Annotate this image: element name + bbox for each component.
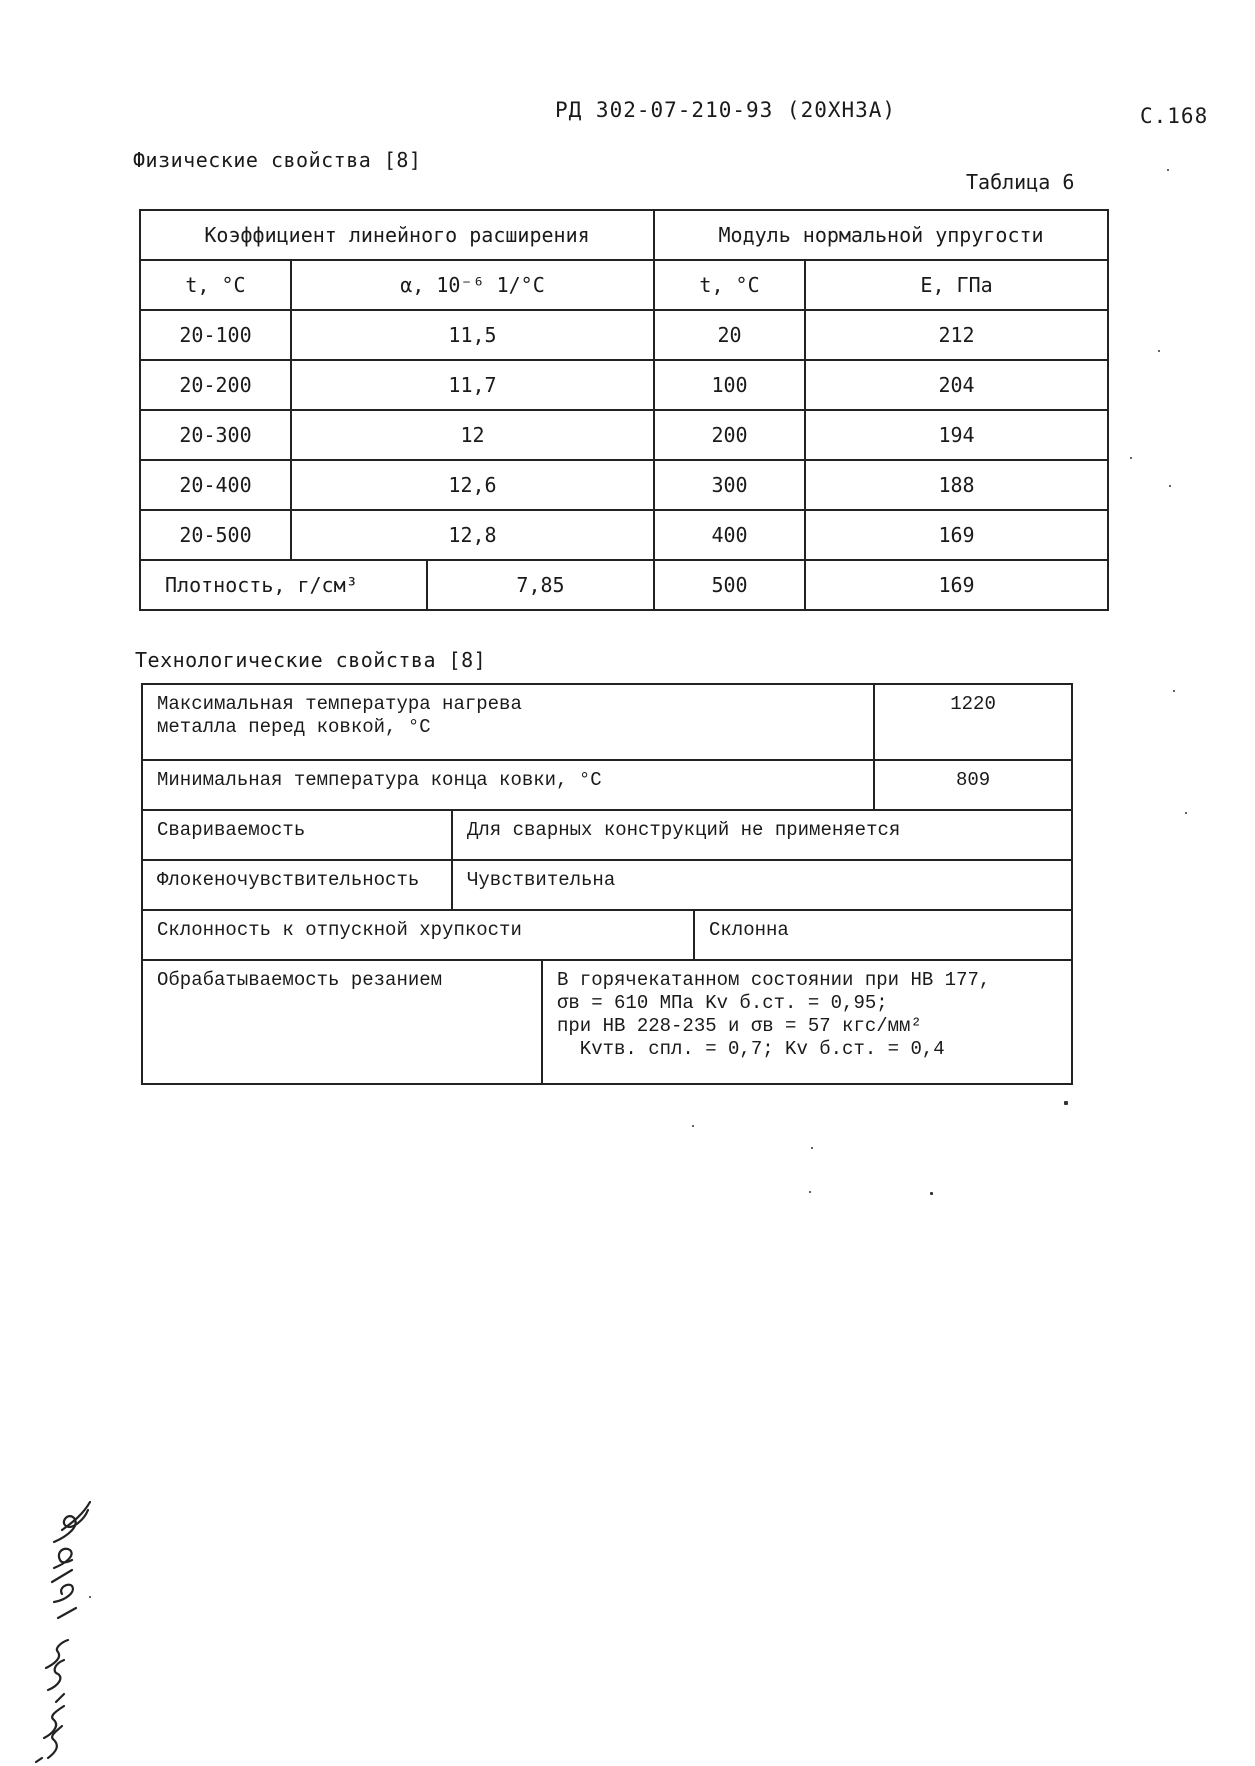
cell-temp: 400: [654, 510, 805, 560]
temper-brittleness-value: Склонна: [694, 910, 1072, 960]
machinability-line: при НВ 228-235 и σв = 57 кгс/мм²: [557, 1015, 922, 1037]
technological-properties-title: Технологические свойства [8]: [135, 648, 487, 672]
cell-modulus: 204: [805, 360, 1108, 410]
scan-speck: [930, 1192, 933, 1195]
machinability-line: Kvтв. спл. = 0,7; Kv б.ст. = 0,4: [557, 1038, 945, 1060]
cell-alpha: 12,6: [291, 460, 654, 510]
cell-temp: 200: [654, 410, 805, 460]
page-number: С.168: [1140, 104, 1209, 128]
machinability-label: Обрабатываемость резанием: [142, 960, 542, 1084]
min-forging-temp-label: Минимальная температура конца ковки, °С: [142, 760, 874, 810]
expansion-group-header: Коэффициент линейного расширения: [140, 210, 654, 260]
scan-speck: [809, 1191, 811, 1193]
cell-modulus: 169: [805, 560, 1108, 610]
cell-temp-range: 20-100: [140, 310, 291, 360]
max-forging-temp-label-line2: металла перед ковкой, °С: [157, 716, 431, 738]
physical-properties-title: Физические свойства [8]: [133, 148, 422, 172]
machinability-value: [542, 960, 1072, 1084]
temper-brittleness-label: Склонность к отпускной хрупкости: [142, 910, 694, 960]
table-row: [142, 684, 1072, 760]
cell-alpha: 11,7: [291, 360, 654, 410]
cell-temp-range: 20-500: [140, 510, 291, 560]
handwritten-signature: [18, 1490, 108, 1766]
cell-temp: 20: [654, 310, 805, 360]
scan-speck: [1167, 169, 1169, 171]
col-header-modulus: Е, ГПа: [805, 260, 1108, 310]
table-column-header-row: [140, 260, 1108, 310]
document-code: РД 302-07-210-93 (20ХН3А): [555, 98, 897, 122]
scan-speck: [1130, 457, 1132, 459]
flake-sensitivity-value: Чувствительна: [452, 860, 1072, 910]
cell-alpha: 11,5: [291, 310, 654, 360]
physical-properties-table: [139, 209, 1109, 611]
table-row: [140, 460, 1108, 510]
cell-modulus: 169: [805, 510, 1108, 560]
table-row: [142, 860, 1072, 910]
modulus-group-header: Модуль нормальной упругости: [654, 210, 1108, 260]
scan-speck: [1185, 812, 1187, 814]
table-row: [142, 810, 1072, 860]
flake-sensitivity-label: Флокеночувствительность: [142, 860, 452, 910]
scan-speck: [1169, 485, 1171, 487]
cell-temp-range: 20-300: [140, 410, 291, 460]
cell-temp-range: 20-400: [140, 460, 291, 510]
max-forging-temp-label: [142, 684, 874, 760]
weldability-label: Свариваемость: [142, 810, 452, 860]
cell-modulus: 188: [805, 460, 1108, 510]
table-row: [142, 760, 1072, 810]
table-row: [140, 410, 1108, 460]
table-group-header-row: [140, 210, 1108, 260]
cell-temp: 100: [654, 360, 805, 410]
cell-temp: 300: [654, 460, 805, 510]
table-label: Таблица 6: [966, 170, 1075, 194]
density-value: 7,85: [427, 560, 654, 610]
scan-speck: [1158, 350, 1160, 352]
scan-speck: [1173, 690, 1175, 692]
max-forging-temp-label-line1: Максимальная температура нагрева: [157, 693, 522, 715]
machinability-line: В горячекатанном состоянии при НВ 177,: [557, 969, 991, 991]
table-row: [140, 310, 1108, 360]
table-row: [140, 510, 1108, 560]
table-row: [142, 910, 1072, 960]
col-header-temp-range: t, °С: [140, 260, 291, 310]
density-label: Плотность, г/см³: [140, 560, 427, 610]
cell-alpha: 12: [291, 410, 654, 460]
cell-temp: 500: [654, 560, 805, 610]
cell-alpha: 12,8: [291, 510, 654, 560]
col-header-temp: t, °С: [654, 260, 805, 310]
scan-speck: [811, 1147, 813, 1149]
scan-speck: [89, 1596, 91, 1598]
table-row: [142, 960, 1072, 1084]
min-forging-temp-value: 809: [874, 760, 1072, 810]
table-row: [140, 360, 1108, 410]
cell-modulus: 212: [805, 310, 1108, 360]
weldability-value: Для сварных конструкций не применяется: [452, 810, 1072, 860]
cell-modulus: 194: [805, 410, 1108, 460]
col-header-alpha: α, 10⁻⁶ 1/°С: [291, 260, 654, 310]
scan-speck: [692, 1125, 694, 1127]
table-row-density: [140, 560, 1108, 610]
machinability-line: σв = 610 МПа Kv б.ст. = 0,95;: [557, 992, 888, 1014]
scan-speck: [1064, 1101, 1068, 1105]
technological-properties-table: [141, 683, 1073, 1085]
max-forging-temp-value: 1220: [874, 684, 1072, 760]
cell-temp-range: 20-200: [140, 360, 291, 410]
